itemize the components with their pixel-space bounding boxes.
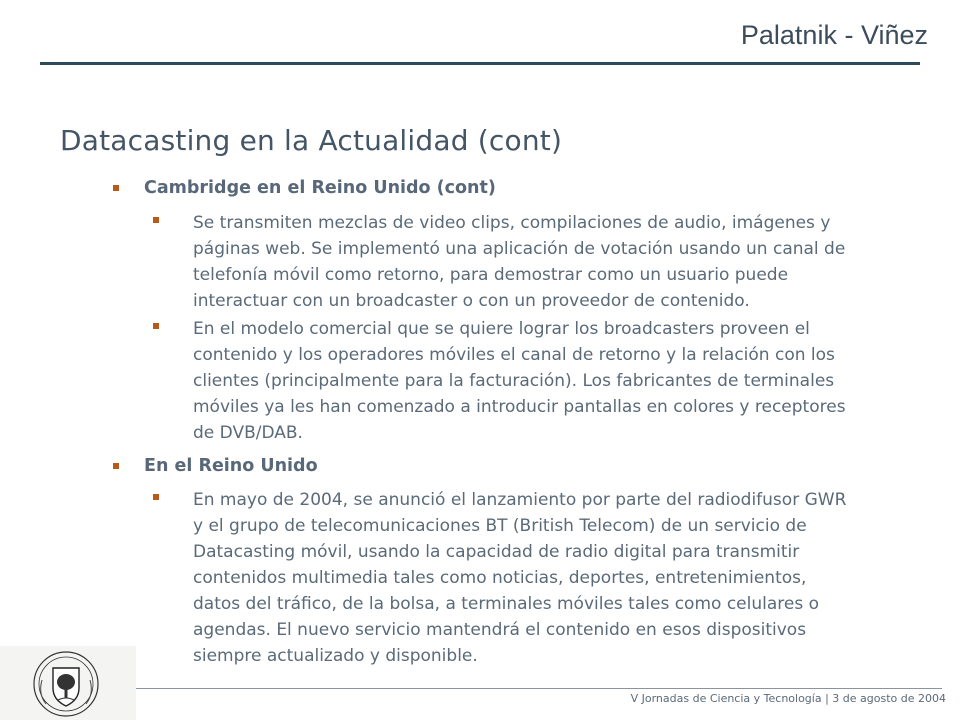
bullet-line: y el grupo de telecomunicaciones BT (British Telecom) de un servicio de [193, 516, 807, 536]
bullet-item [193, 210, 893, 314]
university-crest-icon [32, 650, 100, 718]
bullet-line: de DVB/DAB. [193, 423, 303, 443]
bullet-item [193, 316, 893, 446]
bullet-line: Datacasting móvil, usando la capacidad de radio digital para transmitir [193, 542, 800, 562]
footer-divider [136, 688, 942, 689]
bullet-line: contenidos multimedia tales como noticias, deportes, entretenimientos, [193, 568, 807, 588]
bullet-square-icon [113, 463, 119, 469]
bullet-line: páginas web. Se implementó una aplicación de votación usando un canal de [193, 239, 846, 259]
header-author: Palatnik - Viñez [740, 20, 928, 50]
header-divider [40, 62, 920, 65]
bullet-line: En el modelo comercial que se quiere lograr los broadcasters proveen el [193, 319, 810, 339]
bullet-square-icon [153, 494, 159, 500]
footer-text: V Jornadas de Ciencia y Tecnología | 3 de agosto de 2004 [630, 692, 946, 705]
bullet-line: telefonía móvil como retorno, para demostrar como un usuario puede [193, 265, 789, 285]
bullet-line: Se transmiten mezclas de video clips, compilaciones de audio, imágenes y [193, 213, 831, 233]
bullet-line: móviles ya les han comenzado a introducir pantallas en colores y receptores [193, 397, 846, 417]
bullet-line: En mayo de 2004, se anunció el lanzamiento por parte del radiodifusor GWR [193, 490, 847, 510]
bullet-item [193, 487, 893, 669]
bullet-line: clientes (principalmente para la facturación). Los fabricantes de terminales [193, 371, 835, 391]
bullet-heading-text: En el Reino Unido [144, 456, 318, 476]
bullet-square-icon [153, 217, 159, 223]
bullet-line: siempre actualizado y disponible. [193, 646, 478, 666]
bullet-line: contenido y los operadores móviles el canal de retorno y la relación con los [193, 345, 835, 365]
bullet-square-icon [113, 185, 119, 191]
bullet-heading [144, 456, 318, 476]
bullet-line: agendas. El nuevo servicio mantendrá el contenido en esos dispositivos [193, 620, 807, 640]
bullet-line: datos del tráfico, de la bolsa, a terminales móviles tales como celulares o [193, 594, 820, 614]
bullet-line: interactuar con un broadcaster o con un proveedor de contenido. [193, 291, 750, 311]
bullet-square-icon [153, 323, 159, 329]
bullet-heading-text: Cambridge en el Reino Unido (cont) [144, 178, 496, 198]
bullet-heading [144, 178, 496, 198]
slide-title: Datacasting en la Actualidad (cont) [60, 124, 563, 157]
